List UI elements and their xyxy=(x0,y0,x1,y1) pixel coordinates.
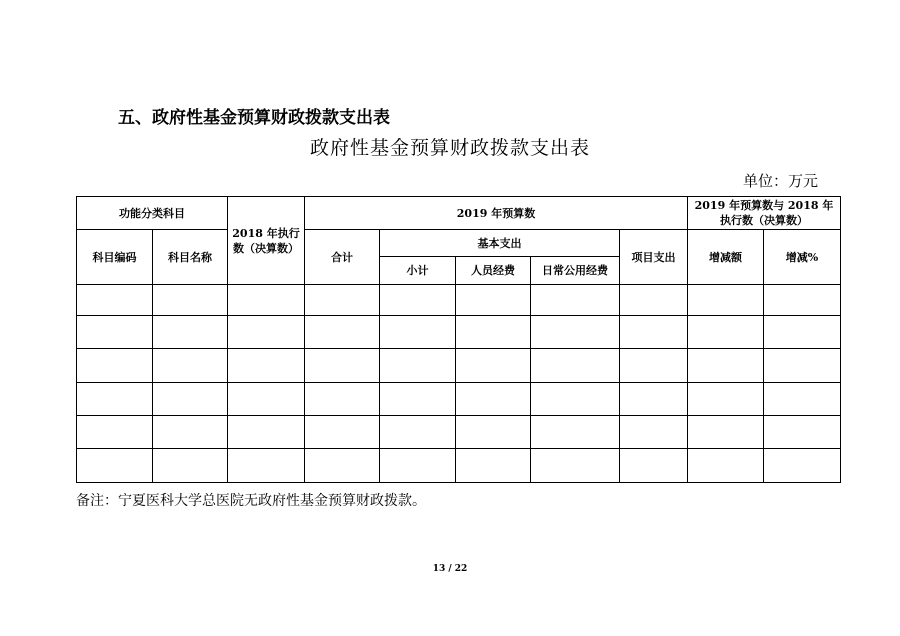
table-cell xyxy=(228,349,305,383)
header-subtotal: 小计 xyxy=(380,257,456,285)
header-change-amount: 增减额 xyxy=(688,230,764,285)
table-cell xyxy=(305,285,380,316)
table-cell xyxy=(380,285,456,316)
table-cell xyxy=(153,349,228,383)
table-cell xyxy=(153,416,228,449)
table-cell xyxy=(228,449,305,483)
budget-table xyxy=(76,196,841,483)
table-cell xyxy=(456,449,531,483)
header-functional-class: 功能分类科目 xyxy=(77,197,228,230)
table-cell xyxy=(305,316,380,349)
table-cell xyxy=(153,383,228,416)
table-cell xyxy=(380,416,456,449)
header-change-percent: 增减% xyxy=(764,230,841,285)
table-cell xyxy=(228,416,305,449)
table-cell xyxy=(531,316,620,349)
table-cell xyxy=(688,383,764,416)
table-cell xyxy=(305,349,380,383)
table-cell xyxy=(688,416,764,449)
table-cell xyxy=(531,285,620,316)
header-total: 合计 xyxy=(305,230,380,285)
table-cell xyxy=(531,349,620,383)
table-cell xyxy=(620,383,688,416)
table-cell xyxy=(77,449,153,483)
header-personnel: 人员经费 xyxy=(456,257,531,285)
table-cell xyxy=(153,285,228,316)
table-cell xyxy=(456,416,531,449)
table-cell xyxy=(456,316,531,349)
header-2018-execution: 2018 年执行数（决算数） xyxy=(228,197,305,285)
table-cell xyxy=(688,285,764,316)
table-cell xyxy=(456,383,531,416)
header-item-code: 科目编码 xyxy=(77,230,153,285)
table-cell xyxy=(456,349,531,383)
header-basic-expenditure: 基本支出 xyxy=(380,230,620,257)
header-project-expenditure: 项目支出 xyxy=(620,230,688,285)
table-cell xyxy=(228,383,305,416)
table-cell xyxy=(764,416,841,449)
table-cell xyxy=(456,285,531,316)
header-daily-public: 日常公用经费 xyxy=(531,257,620,285)
table-cell xyxy=(688,316,764,349)
table-cell xyxy=(620,316,688,349)
header-2019-budget: 2019 年预算数 xyxy=(305,197,688,230)
table-cell xyxy=(77,285,153,316)
table-cell xyxy=(688,349,764,383)
table-cell xyxy=(764,316,841,349)
table-cell xyxy=(764,285,841,316)
table-row xyxy=(77,383,841,416)
table-row xyxy=(77,316,841,349)
table-cell xyxy=(77,316,153,349)
table-cell xyxy=(531,449,620,483)
table-cell xyxy=(228,285,305,316)
table-cell xyxy=(764,449,841,483)
table-cell xyxy=(77,349,153,383)
table-cell xyxy=(153,449,228,483)
note: 备注：宁夏医科大学总医院无政府性基金预算财政拨款。 xyxy=(76,493,426,509)
table-cell xyxy=(531,383,620,416)
unit-label: 单位：万元 xyxy=(742,172,818,190)
table-cell xyxy=(380,349,456,383)
table-cell xyxy=(380,449,456,483)
table-cell xyxy=(380,316,456,349)
table-cell xyxy=(153,316,228,349)
table-cell xyxy=(531,416,620,449)
table-cell xyxy=(620,285,688,316)
table-cell xyxy=(305,449,380,483)
table-cell xyxy=(620,349,688,383)
table-cell xyxy=(764,349,841,383)
header-comparison: 2019 年预算数与 2018 年执行数（决算数） xyxy=(688,197,841,230)
table-cell xyxy=(620,449,688,483)
table-cell xyxy=(764,383,841,416)
page-number: 13 / 22 xyxy=(432,564,468,574)
table-row xyxy=(77,416,841,449)
table-cell xyxy=(380,383,456,416)
header-item-name: 科目名称 xyxy=(153,230,228,285)
table-cell xyxy=(620,416,688,449)
table-row xyxy=(77,449,841,483)
table-title: 政府性基金预算财政拨款支出表 xyxy=(309,137,590,159)
section-heading: 五、政府性基金预算财政拨款支出表 xyxy=(118,108,390,128)
table-row xyxy=(77,285,841,316)
table-row xyxy=(77,349,841,383)
table-cell xyxy=(688,449,764,483)
table-cell xyxy=(77,416,153,449)
table-cell xyxy=(305,383,380,416)
table-cell xyxy=(228,316,305,349)
table-cell xyxy=(305,416,380,449)
table-cell xyxy=(77,383,153,416)
